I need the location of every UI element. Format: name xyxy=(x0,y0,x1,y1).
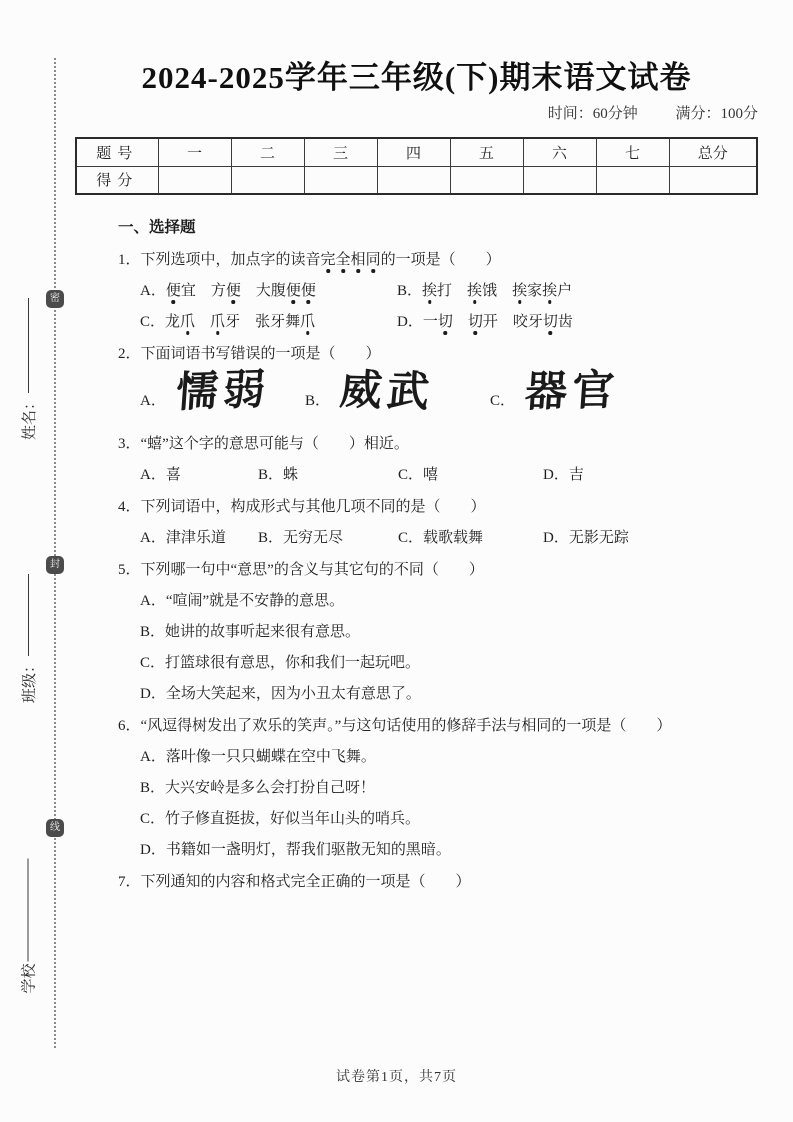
col-5: 五 xyxy=(450,138,523,166)
section-title: 一、选择题 xyxy=(118,219,196,236)
question-2-stem: 2．下面词语书写错误的一项是（ ） xyxy=(118,346,381,362)
q5-option-c: C．打篮球很有意思，你和我们一起玩吧。 xyxy=(140,655,421,671)
score-table-header-row xyxy=(76,138,757,166)
question-6-stem: 6．“风逗得树发出了欢乐的笑声。”与这句话使用的修辞手法与相同的一项是（ ） xyxy=(118,718,672,734)
score-cell xyxy=(231,166,304,194)
question-7-stem: 7．下列通知的内容和格式完全正确的一项是（ ） xyxy=(118,874,471,890)
q2-option-b xyxy=(305,367,490,417)
q2-option-a-word: 懦弱 xyxy=(174,367,272,417)
col-6: 六 xyxy=(523,138,596,166)
class-label: 班级： xyxy=(21,657,38,703)
school-field xyxy=(17,839,39,994)
q3-option-a: A．喜 xyxy=(140,467,181,483)
q3-option-b: B．蛛 xyxy=(258,467,299,483)
time-limit: 时间：60分钟 xyxy=(547,106,638,122)
exam-content xyxy=(75,0,758,893)
q4-option-a: A．津津乐道 xyxy=(140,530,226,546)
q6-option-a: A．落叶像一只只蝴蝶在空中飞舞。 xyxy=(140,749,376,765)
seal-char-feng: 封 xyxy=(46,556,64,574)
q1-option-a: A．便宜 方便 大腹便便 xyxy=(140,283,316,299)
col-3: 三 xyxy=(304,138,377,166)
score-table xyxy=(75,137,758,195)
exam-title: 2024-2025学年三年级(下)期末语文试卷 xyxy=(141,60,692,95)
school-label: 学校 xyxy=(21,963,37,994)
q2-option-a xyxy=(140,367,305,417)
col-1: 一 xyxy=(158,138,231,166)
class-blank-line xyxy=(28,574,29,656)
exam-meta xyxy=(75,102,758,123)
question-number-label: 题号 xyxy=(76,138,158,166)
q3-option-c: C．嘻 xyxy=(398,467,439,483)
question-4-stem: 4．下列词语中，构成形式与其他几项不同的是（ ） xyxy=(118,499,486,515)
question-5-stem: 5．下列哪一句中“意思”的含义与其它句的不同（ ） xyxy=(118,562,484,578)
q4-option-c: C．载歌载舞 xyxy=(398,530,484,546)
score-table-score-row xyxy=(76,166,757,194)
q5-option-a: A．“喧闹”就是不安静的意思。 xyxy=(140,593,345,609)
score-cell xyxy=(596,166,669,194)
q1-option-c: C．龙爪 爪牙 张牙舞爪 xyxy=(140,314,316,330)
question-2-options-row xyxy=(140,367,758,423)
q5-option-b: B．她讲的故事听起来很有意思。 xyxy=(140,624,361,640)
question-3-options-row xyxy=(140,464,758,486)
score-cell xyxy=(523,166,596,194)
col-7: 七 xyxy=(596,138,669,166)
student-name-blank-line xyxy=(28,298,29,393)
score-cell xyxy=(377,166,450,194)
score-cell xyxy=(304,166,377,194)
student-name-label: 姓名： xyxy=(21,394,38,440)
school-blank-line xyxy=(27,858,28,961)
seal-char-mi: 密 xyxy=(46,290,64,308)
score-cell xyxy=(669,166,757,194)
col-4: 四 xyxy=(377,138,450,166)
question-1-options-row-2 xyxy=(140,311,758,333)
q2-option-a-label: A． xyxy=(140,393,166,409)
q2-option-b-word: 威武 xyxy=(337,367,437,417)
q3-option-d: D．吉 xyxy=(543,467,584,483)
seal-dotted-line xyxy=(54,58,56,1048)
question-1-options-row-1 xyxy=(140,280,758,302)
q1-option-d: D．一切 切开 咬牙切齿 xyxy=(397,314,573,330)
seal-char-xian: 线 xyxy=(46,819,64,837)
q2-option-b-label: B． xyxy=(305,393,331,409)
col-2: 二 xyxy=(231,138,304,166)
score-label: 得分 xyxy=(76,166,158,194)
q2-option-c-word: 器官 xyxy=(523,368,621,416)
question-3-stem: 3．“蟢”这个字的意思可能与（ ）相近。 xyxy=(118,436,409,452)
q6-option-b: B．大兴安岭是多么会打扮自己呀！ xyxy=(140,780,376,796)
question-1-stem: 1．下列选项中，加点字的读音完全相同的一项是（ ） xyxy=(118,252,501,268)
q5-option-d: D．全场大笑起来，因为小丑太有意思了。 xyxy=(140,686,421,702)
q6-option-c: C．竹子修直挺拔，好似当年山头的哨兵。 xyxy=(140,811,421,827)
student-name-field xyxy=(17,280,39,440)
page-footer: 试卷第1页，共7页 xyxy=(336,1070,457,1085)
q2-option-c-label: C． xyxy=(490,393,516,409)
class-field xyxy=(17,553,39,703)
q6-option-d: D．书籍如一盏明灯，帮我们驱散无知的黑暗。 xyxy=(140,842,451,858)
q2-option-c xyxy=(490,367,619,417)
question-4-options-row xyxy=(140,527,758,549)
q4-option-b: B．无穷无尽 xyxy=(258,530,344,546)
score-cell xyxy=(158,166,231,194)
col-total: 总分 xyxy=(669,138,757,166)
score-cell xyxy=(450,166,523,194)
full-score: 满分：100分 xyxy=(675,106,758,122)
q4-option-d: D．无影无踪 xyxy=(543,530,629,546)
q1-option-b: B．挨打 挨饿 挨家挨户 xyxy=(397,283,573,299)
